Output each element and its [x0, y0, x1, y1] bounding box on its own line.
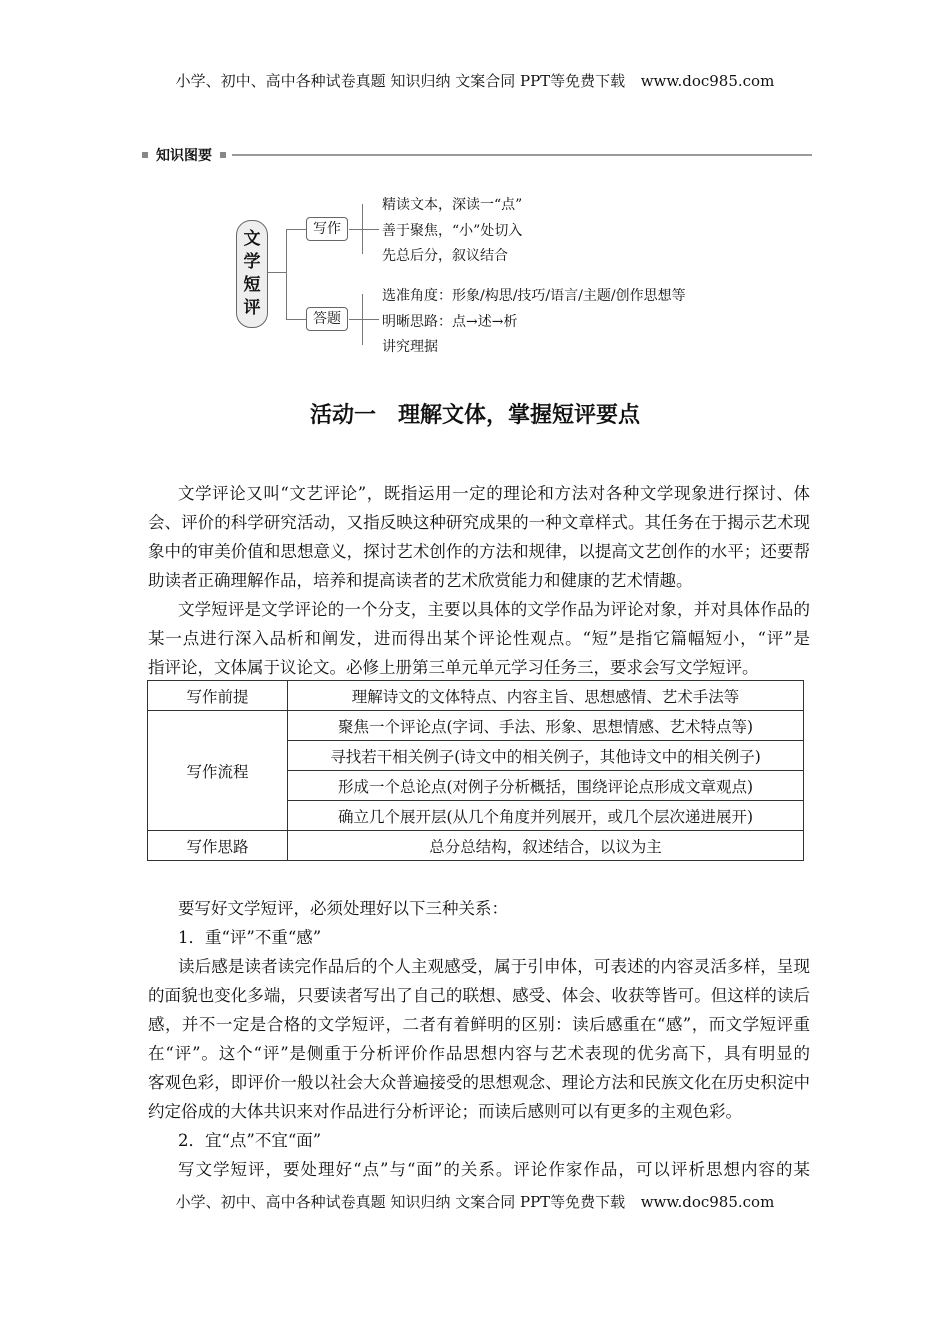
row-label: 写作思路: [148, 831, 288, 861]
text-line: 写文学短评，要处理好“点”与“面”的关系。评论作家作品，可以评析思想内容的某: [178, 1160, 810, 1179]
text-line: 指评论，文体属于议论文。必修上册第三单元单元学习任务三，要求会写文学短评。: [148, 658, 759, 677]
branch-writing: 写作: [306, 217, 348, 241]
branch-item: 讲究理据: [382, 339, 438, 355]
branch-item: 先总后分，叙议结合: [382, 248, 508, 264]
connector: [286, 229, 287, 319]
square-bullet-icon: [220, 152, 226, 158]
root-char: 文: [243, 229, 261, 249]
row-content: 总分总结构，叙述结合，以议为主: [288, 831, 804, 861]
subheading: 2．宜“点”不宜“面”: [178, 1131, 322, 1150]
header-text: 小学、初中、高中各种试卷真题 知识归纳 文案合同 PPT等免费下载: [175, 72, 626, 90]
text-line: 感，并不一定是合格的文学短评，二者有着鲜明的区别：读后感重在“感”，而文学短评重: [148, 1015, 810, 1034]
activity-title: 活动一 理解文体，掌握短评要点: [309, 403, 640, 428]
root-char: 评: [243, 298, 261, 318]
text-line: 要写好文学短评，必须处理好以下三种关系：: [178, 899, 508, 918]
header-url[interactable]: www.doc985.com: [640, 72, 775, 90]
mind-map-root: [236, 220, 268, 328]
text-line: 某一点进行深入品析和阐发，进而得出某个评论性观点。“短”是指它篇幅短小，“评”是: [148, 629, 810, 648]
divider: [232, 154, 812, 156]
square-bullet-icon: [142, 152, 148, 158]
row-content: 形成一个总论点(对例子分析概括，围绕评论点形成文章观点): [288, 771, 804, 801]
text-line: 文学短评是文学评论的一个分支，主要以具体的文学作品为评论对象，并对具体作品的: [178, 600, 810, 619]
text-line: 象中的审美价值和思想意义，探讨艺术创作的方法和规律，以提高文艺创作的水平；还要帮: [148, 542, 810, 561]
branch-item: 选准角度：形象/构思/技巧/语言/主题/创作思想等: [382, 288, 686, 304]
connector: [362, 294, 363, 345]
section-heading: [142, 145, 812, 165]
text-line: 助读者正确理解作品，培养和提高读者的艺术欣赏能力和健康的艺术情趣。: [148, 571, 693, 590]
page-footer: [0, 1191, 950, 1212]
text-line: 读后感是读者读完作品后的个人主观感受，属于引申体，可表述的内容灵活多样，呈现: [178, 957, 810, 976]
text-line: 客观色彩，即评价一般以社会大众普遍接受的思想观念、理论方法和民族文化在历史积淀中: [148, 1073, 810, 1092]
connector: [286, 319, 306, 320]
text-line: 会、评价的科学研究活动，又指反映这种研究成果的一种文章样式。其任务在于揭示艺术现: [148, 513, 810, 532]
row-content: 确立几个展开层(从几个角度并列展开，或几个层次递进展开): [288, 801, 804, 831]
connector: [286, 229, 306, 230]
row-label: 写作前提: [148, 681, 288, 711]
table-row: [148, 711, 804, 741]
connector: [268, 272, 286, 273]
connector: [362, 204, 363, 254]
text-line: 约定俗成的大体共识来对作品进行分析评论；而读后感则可以有更多的主观色彩。: [148, 1102, 742, 1121]
subheading: 1．重“评”不重“感”: [178, 928, 322, 947]
section-title: 知识图要: [156, 148, 212, 164]
text-line: 在“评”。这个“评”是侧重于分析评价作品思想内容与艺术表现的优劣高下，具有明显的: [148, 1044, 810, 1063]
table-row: [148, 831, 804, 861]
row-label: 写作流程: [148, 711, 288, 831]
branch-item: 善于聚焦，“小”处切入: [382, 223, 523, 239]
root-char: 学: [243, 252, 261, 272]
page-header: [0, 70, 950, 91]
writing-table: [147, 680, 804, 861]
text-line: 文学评论又叫“文艺评论”，既指运用一定的理论和方法对各种文学现象进行探讨、体: [178, 484, 810, 503]
row-content: 聚焦一个评论点(字词、手法、形象、思想情感、艺术特点等): [288, 711, 804, 741]
connector: [349, 229, 379, 230]
connector: [349, 319, 379, 320]
footer-url[interactable]: www.doc985.com: [640, 1193, 775, 1211]
footer-text: 小学、初中、高中各种试卷真题 知识归纳 文案合同 PPT等免费下载: [175, 1193, 626, 1211]
table-row: [148, 681, 804, 711]
branch-answering: 答题: [306, 307, 348, 331]
branch-item: 精读文本，深读一“点”: [382, 197, 523, 213]
text-line: 的面貌也变化多端，只要读者写出了自己的联想、感受、体会、收获等皆可。但这样的读后: [148, 986, 810, 1005]
row-content: 理解诗文的文体特点、内容主旨、思想感情、艺术手法等: [288, 681, 804, 711]
branch-item: 明晰思路：点→述→析: [382, 314, 518, 330]
row-content: 寻找若干相关例子(诗文中的相关例子，其他诗文中的相关例子): [288, 741, 804, 771]
root-char: 短: [243, 275, 261, 295]
